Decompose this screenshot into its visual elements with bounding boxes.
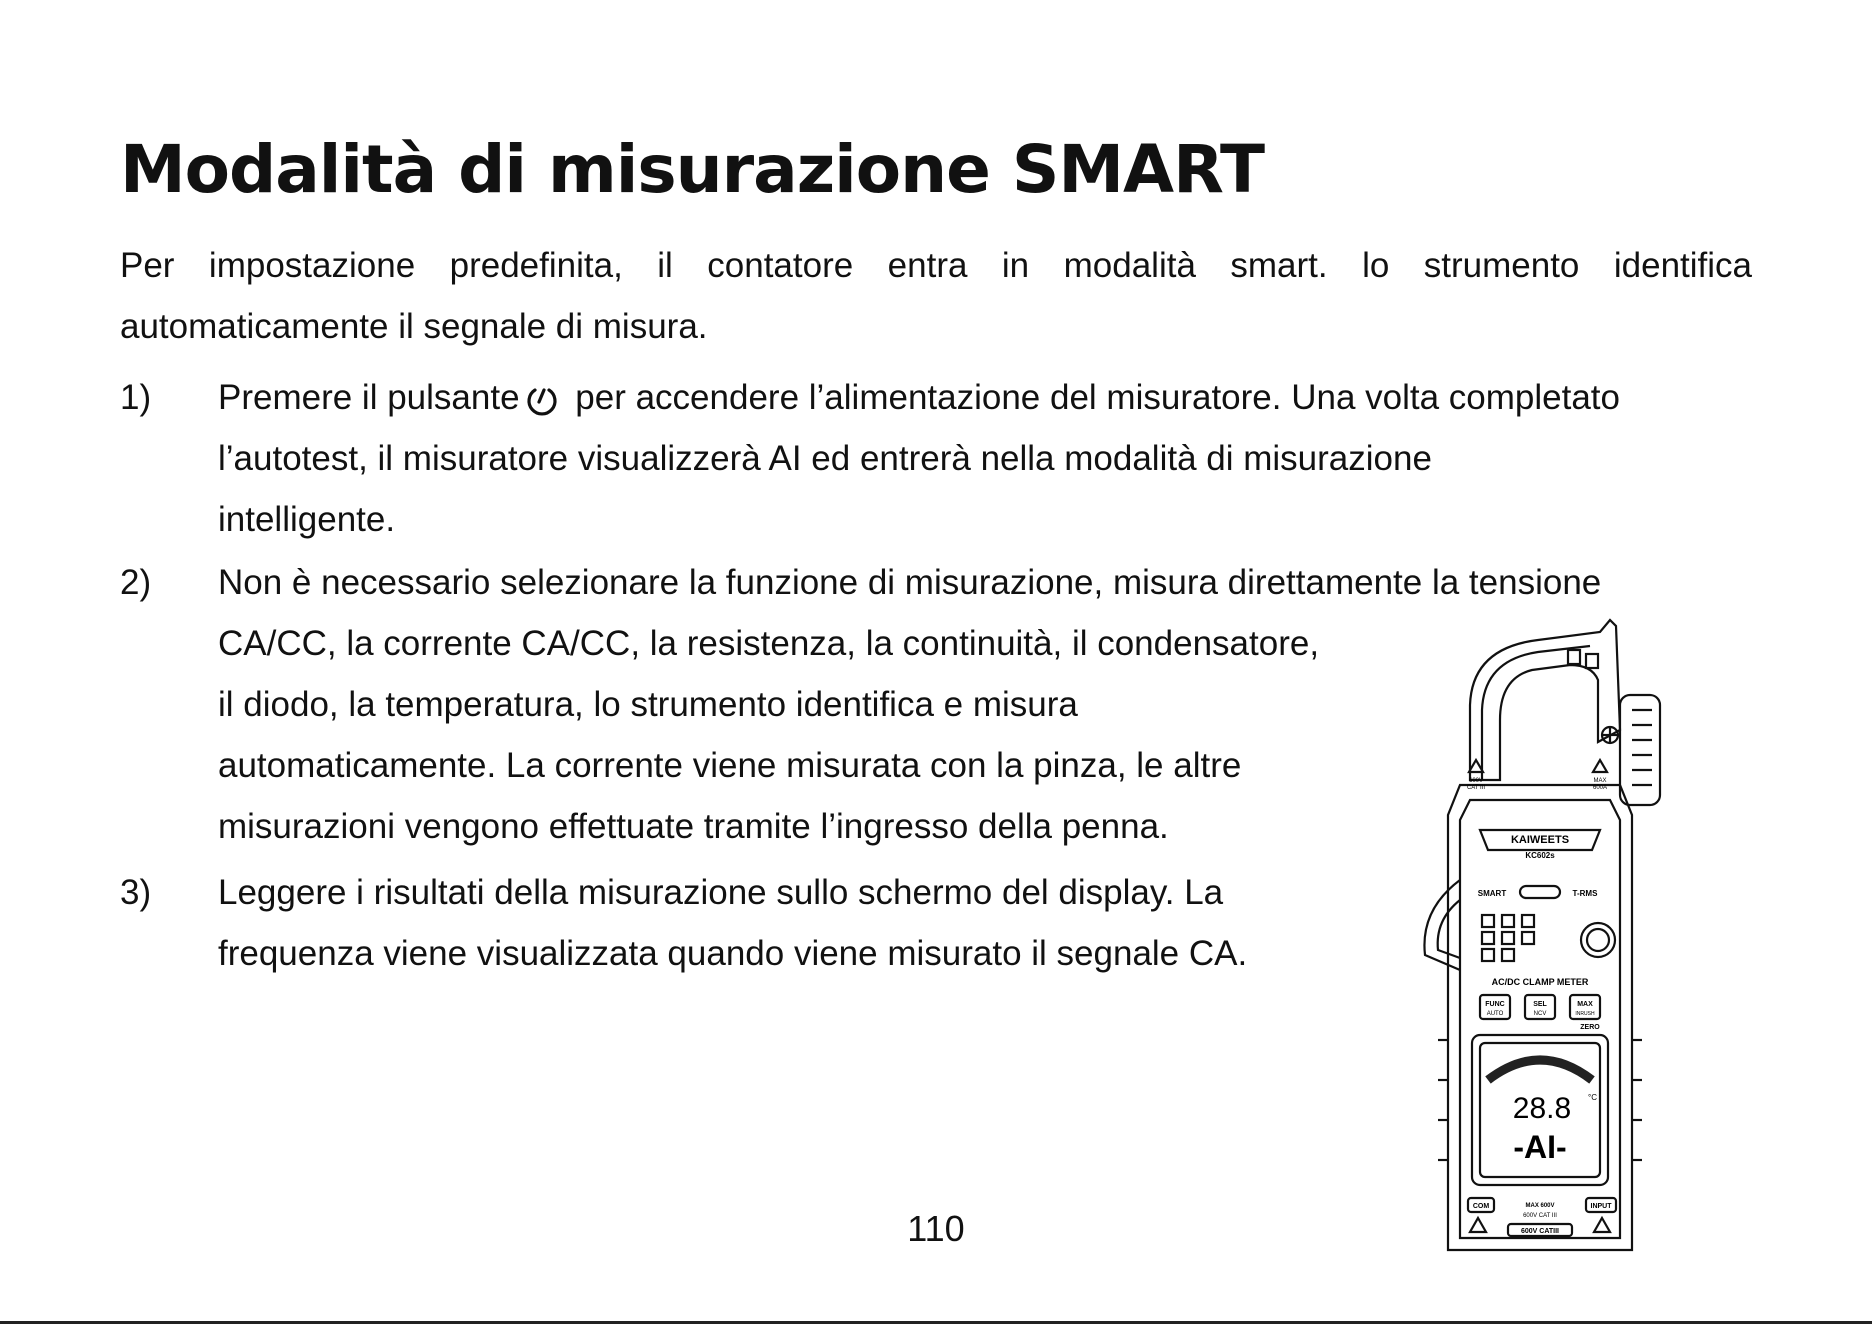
smart-label: SMART xyxy=(1477,889,1507,898)
text-line: il diodo, la temperatura, lo strumento identifica e misura xyxy=(218,685,1078,724)
list-item-number: 1) xyxy=(120,378,152,417)
jaw-trigger xyxy=(1620,695,1660,805)
lcd-mode: -AI- xyxy=(1513,1129,1567,1165)
power-button-icon xyxy=(522,377,562,417)
lcd-unit: °C xyxy=(1588,1093,1597,1102)
meter-brand: KAIWEETS xyxy=(1510,834,1570,846)
cat-rating-small: 600V CAT III xyxy=(1523,1213,1557,1219)
clamp-jaw xyxy=(1470,620,1620,780)
lcd-value: 28.8 xyxy=(1512,1092,1572,1125)
inrush-label: INRUSH xyxy=(1575,1011,1595,1017)
jaw-right-rating: 600A xyxy=(1592,785,1608,791)
text-line: Non è necessario selezionare la funzione di misurazione, misura direttamente la tensione xyxy=(218,563,1602,602)
text-line: CA/CC, la corrente CA/CC, la resistenza, la continuità, il condensatore, xyxy=(218,624,1320,663)
func-label: FUNC xyxy=(1485,1001,1505,1008)
list-item-text xyxy=(218,367,1620,550)
lcd-arc xyxy=(1488,1060,1592,1080)
list-item-text xyxy=(218,862,1247,984)
intro-paragraph: Per impostazione predefinita, il contatore entra in modalità smart. lo strumento identifica automaticamente il segnale di misura. xyxy=(120,246,1752,346)
clamp-meter-illustration xyxy=(1420,610,1700,1260)
meter-model: KC602s xyxy=(1525,851,1555,860)
input-label: INPUT xyxy=(1590,1203,1612,1210)
max-rating: MAX 600V xyxy=(1525,1203,1555,1209)
jaw-left-rating: 600V xyxy=(1468,778,1484,784)
page-number: 110 xyxy=(907,1208,965,1249)
meter-type-label: AC/DC CLAMP METER xyxy=(1491,977,1589,987)
max-label: MAX xyxy=(1577,1001,1593,1008)
com-label: COM xyxy=(1472,1203,1490,1210)
ncv-label: NCV xyxy=(1533,1011,1547,1017)
cat-rating: 600V CATIII xyxy=(1521,1228,1559,1235)
list-item-number: 2) xyxy=(120,563,152,602)
auto-label: AUTO xyxy=(1486,1011,1504,1017)
page-title: Modalità di misurazione SMART xyxy=(120,131,1264,208)
text-segment: Premere il pulsante xyxy=(218,378,520,417)
smart-switch xyxy=(1520,886,1560,898)
text-line: Leggere i risultati della misurazione sullo schermo del display. La xyxy=(218,873,1224,912)
text-segment: per accendere l’alimentazione del misuratore. Una volta completato xyxy=(565,378,1620,417)
jaw-right-max: MAX xyxy=(1593,778,1607,784)
clamp-meter-drawing xyxy=(1420,610,1700,1260)
text-line: l’autotest, il misuratore visualizzerà AI ed entrerà nella modalità di misurazione xyxy=(218,439,1432,478)
text-line: intelligente. xyxy=(218,500,396,539)
zero-label: ZERO xyxy=(1580,1024,1600,1031)
list-item-text xyxy=(218,552,1601,857)
text-line: misurazioni vengono effettuate tramite l’ingresso della penna. xyxy=(218,807,1169,846)
jaw-left-cat: CAT III xyxy=(1466,785,1486,791)
text-line: automaticamente. La corrente viene misurata con la pinza, le altre xyxy=(218,746,1242,785)
sel-label: SEL xyxy=(1533,1001,1547,1008)
text-line: frequenza viene visualizzata quando viene misurato il segnale CA. xyxy=(218,934,1248,973)
text-line xyxy=(218,367,1620,428)
list-item-number: 3) xyxy=(120,873,152,912)
trms-label: T-RMS xyxy=(1572,889,1598,898)
